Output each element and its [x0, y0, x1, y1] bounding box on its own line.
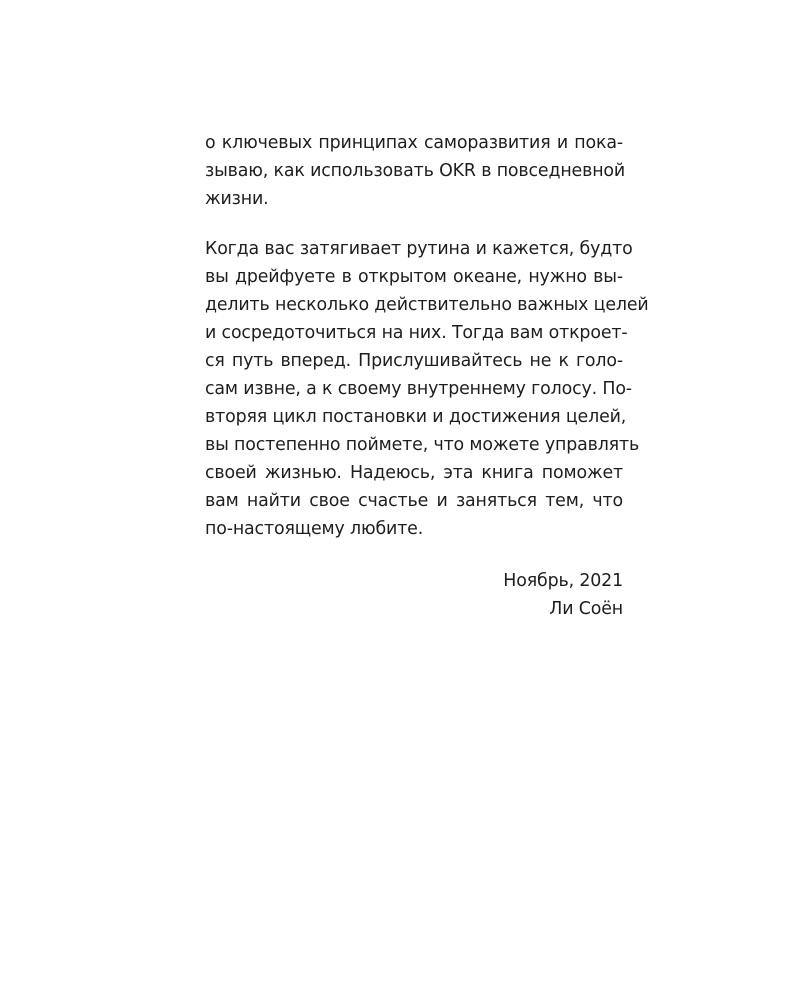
text-line: вы дрейфуете в открытом океане, нужно вы-	[205, 267, 623, 287]
paragraph-2	[205, 235, 649, 543]
text-line: жизни.	[205, 189, 269, 209]
paragraph-1	[205, 129, 626, 213]
text-line: вторяя цикл постановки и достижения целей,	[205, 407, 627, 427]
text-line: ся путь вперед. Прислушивайтесь не к голо-	[205, 351, 623, 371]
signature-date: Ноябрь, 2021	[503, 571, 623, 591]
text-line: и сосредоточиться на них. Тогда вам откроет-	[205, 323, 628, 343]
signature-block	[205, 567, 623, 623]
text-line: о ключевых принципах саморазвития и пока-	[205, 133, 623, 153]
text-line: делить несколько действительно важных целей	[205, 295, 649, 315]
text-line: зываю, как использовать OKR в повседневной	[205, 161, 626, 181]
text-line: своей жизнью. Надеюсь, эта книга поможет	[205, 463, 623, 483]
text-line: по-настоящему любите.	[205, 519, 424, 539]
text-line: вам найти свое счастье и заняться тем, что	[205, 491, 623, 511]
signature-author: Ли Соён	[549, 599, 623, 619]
text-line: вы постепенно поймете, что можете управлять	[205, 435, 640, 455]
text-line: Когда вас затягивает рутина и кажется, будто	[205, 239, 633, 259]
text-line: сам извне, а к своему внутреннему голосу. По-	[205, 379, 632, 399]
